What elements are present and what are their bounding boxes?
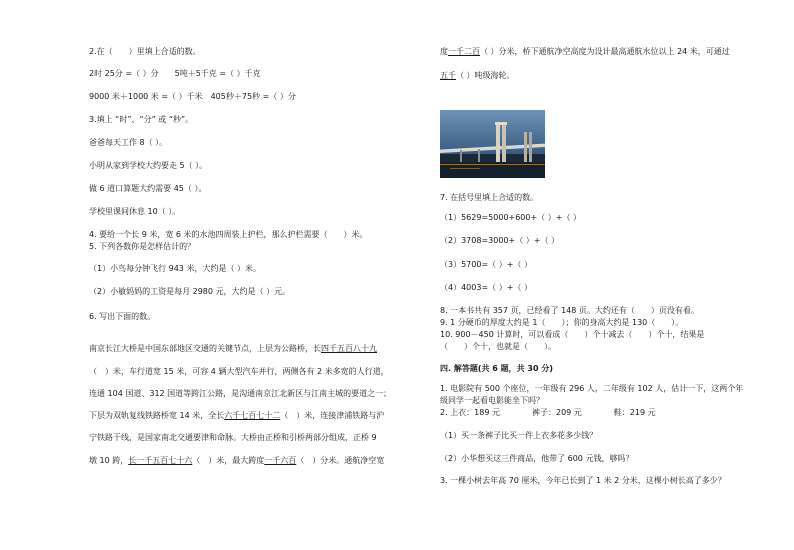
right-text: （3）5700=（ ）+（ ）	[440, 260, 532, 269]
right-text: 9. 1 分硬币的厚度大约是 1（ ）；你的身高大约是 130（ ）。	[440, 318, 684, 327]
right-text: 3. 一棵小树去年高 70 厘米，今年已长到了 1 米 2 分米，这棵小树长高了多少？	[440, 476, 726, 485]
right-line	[440, 476, 726, 486]
underlined-number: 四千五百八十九	[321, 344, 377, 353]
passage-text: （ ）米，最大跨度	[192, 456, 265, 465]
right-line	[440, 193, 538, 203]
right-text: （ ）吨级海轮。	[456, 71, 515, 80]
right-line	[440, 396, 544, 406]
right-line	[440, 431, 597, 441]
passage-line	[89, 433, 377, 443]
left-line: （2）小敏妈妈的工资是每月 2980 元，大约是（ ）元。	[89, 287, 291, 296]
passage-text: （ ）分米。通航净空宽	[296, 456, 385, 465]
right-line	[440, 318, 683, 328]
right-text: 1. 电影院有 500 个座位，一年级有 296 人，二年级有 102 人，估计一下，这两个年	[440, 384, 744, 393]
left-line: 学校里课间休息 10（ ）。	[89, 207, 181, 216]
passage-text: 连通 104 国道、312 国道等跨江公路，是沟通南京江北新区与江南主城的要道之一；	[89, 389, 392, 398]
left-line: 4. 要给一个长 9 米，宽 6 米的水池四周装上护栏，那么护栏需要（ ）米。	[89, 230, 368, 239]
left-line: 2时 25分 =（ ）分 5吨＋5千克 =（ ）千克	[89, 69, 261, 78]
right-text: 8. 一本书共有 357 页，已经看了 148 页。大约还有（ ）页没有看。	[440, 306, 699, 315]
right-line	[440, 47, 730, 57]
right-text: （4）4003=（ ）+（ ）	[440, 283, 532, 292]
left-line: 2.在（ ）里填上合适的数。	[89, 47, 201, 56]
passage-line	[89, 456, 384, 466]
underlined-number: 长一千五百七十六	[128, 456, 193, 465]
passage-text: 墩 10 跨，	[89, 456, 129, 465]
right-text: （ ）个十，也就是（ ）。	[440, 342, 556, 351]
right-text: （1）买一条裤子比买一件上衣多花多少钱？	[440, 431, 598, 440]
right-text: （1）5629=5000+600+（ ）+（ ）	[440, 213, 581, 222]
right-line	[440, 342, 556, 352]
right-text: 度	[440, 47, 448, 56]
passage-text: 宁铁路干线，是国家南北交通要津和命脉。大桥由正桥和引桥两部分组成，正桥 9	[89, 433, 377, 442]
right-text: （2）3708=3000+（ ）+（ ）	[440, 236, 560, 245]
underlined-number: 五千	[440, 71, 456, 80]
right-text: 2. 上衣：189 元 裤子：209 元 鞋：219 元	[440, 408, 656, 417]
section-heading	[440, 364, 553, 374]
right-text: 四. 解答题(共 6 题，共 30 分)	[440, 364, 553, 373]
left-line: 6. 写出下面的数。	[89, 312, 156, 321]
passage-text: 南京长江大桥是中国东部地区交通的关键节点，上层为公路桥，长	[89, 344, 321, 353]
left-line: 小明从家到学校大约要走 5（ ）。	[89, 161, 208, 170]
right-line	[440, 260, 532, 270]
right-text: 10. 900－450 计算时，可以看成（ ）个十减去（ ）个十，结果是	[440, 330, 705, 339]
left-line: （1）小鸟每分钟飞行 943 米，大约是（ ）米。	[89, 264, 261, 273]
right-line	[440, 384, 743, 394]
right-text: （2）小华想买这三件商品，他带了 600 元钱，够吗？	[440, 454, 634, 463]
right-line	[440, 213, 581, 223]
left-line: 3.填上 “时”、“分” 或 “秒”。	[89, 115, 194, 124]
right-line	[440, 408, 656, 418]
passage-text: 下层为双轨复线铁路桥宽 14 米，全长	[89, 411, 225, 420]
right-line	[440, 454, 633, 464]
left-line: 9000 米＋1000 米 =（ ）千米 405秒＋75秒 =（ ）分	[89, 92, 296, 101]
right-text: 级同学一起看电影能坐下吗？	[440, 396, 544, 405]
underlined-number: 一千二百	[448, 47, 480, 56]
passage-text: （ ）米，车行道宽 15 米，可容 4 辆大型汽车并行，两侧各有 2 米多宽的人行道，	[89, 367, 389, 376]
right-line	[440, 283, 532, 293]
left-line: 爸爸每天工作 8（ ）。	[89, 138, 168, 147]
right-line	[440, 71, 515, 81]
left-line: 5. 下列各数你是怎样估计的？	[89, 242, 196, 251]
right-line	[440, 236, 559, 246]
bridge-photo-svg	[440, 110, 545, 178]
underlined-number: 一千六百	[264, 456, 297, 465]
right-text: 7. 在括号里填上合适的数。	[440, 193, 539, 202]
left-line: 做 6 道口算题大约需要 45（ ）。	[89, 184, 207, 193]
right-line	[440, 306, 699, 316]
bridge-photo	[440, 110, 545, 178]
passage-line	[89, 389, 391, 399]
passage-text: （ ）米，连接津浦铁路与沪	[280, 411, 385, 420]
underlined-number: 六千七百七十二	[224, 411, 281, 420]
right-line	[440, 330, 704, 340]
right-text: （ ）分米，桥下通航净空高度为设计最高通航水位以上 24 米，可通过	[480, 47, 730, 56]
passage-line	[89, 367, 389, 377]
passage-line	[89, 411, 384, 421]
passage-line	[89, 344, 377, 354]
